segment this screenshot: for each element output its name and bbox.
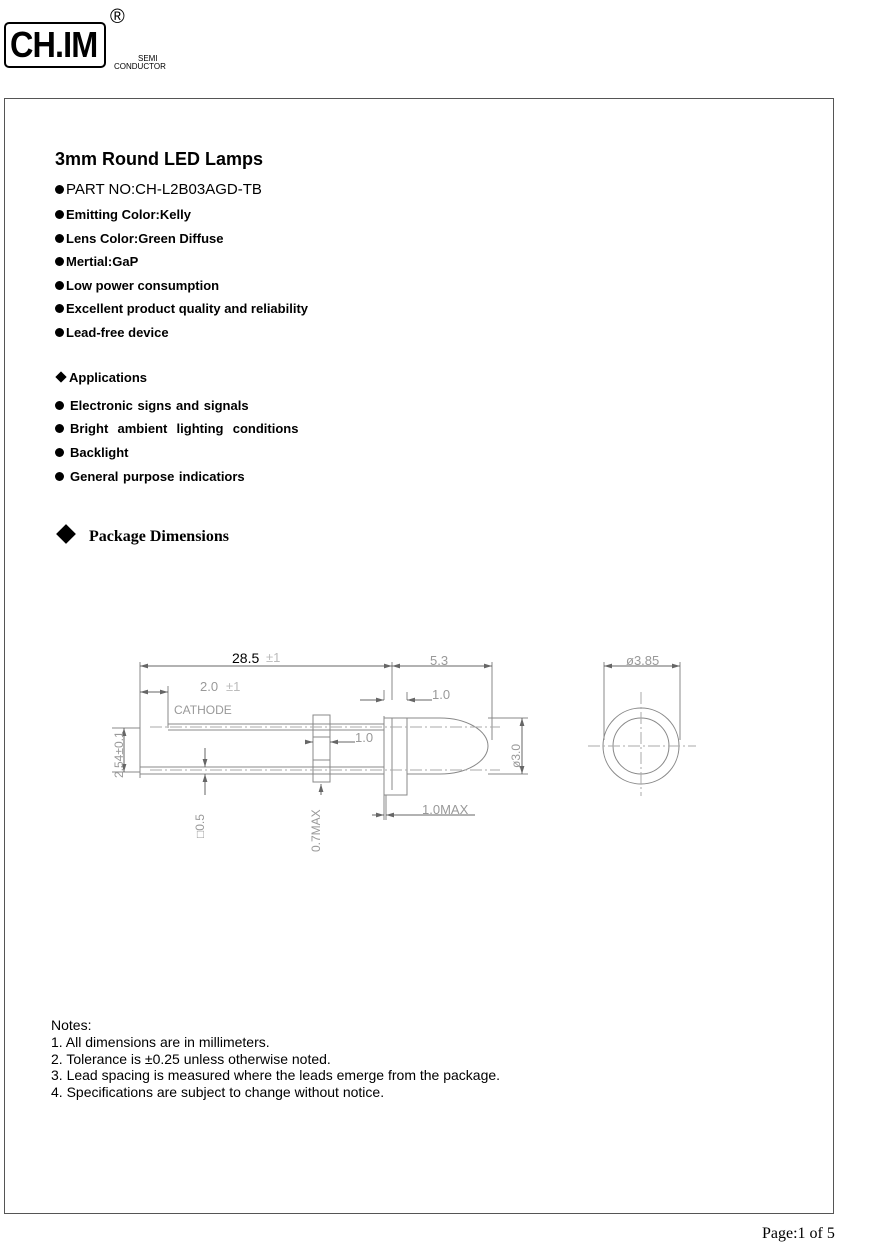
bullet-icon (55, 281, 64, 290)
feature-item (55, 278, 219, 294)
dim-lead-size: □0.5 (193, 814, 207, 838)
bullet-icon (55, 185, 64, 194)
feature-text: Emitting Color:Kelly (66, 207, 191, 222)
feature-item (55, 325, 169, 341)
dim-standoff: 1.0 (355, 730, 374, 745)
logo-semi: SEMI (138, 54, 158, 63)
application-item (55, 421, 298, 437)
application-text: Electronic signs and signals (70, 398, 249, 413)
notes-section (51, 1017, 500, 1101)
dim-lens-diameter: ø3.0 (509, 743, 523, 768)
feature-text: Lens Color:Green Diffuse (66, 231, 224, 246)
dim-flange-max: 1.0MAX (422, 802, 469, 817)
registered-mark: ® (110, 6, 125, 28)
bullet-icon (55, 424, 64, 433)
application-text: General purpose indicatiors (70, 469, 245, 484)
dim-standoff-max: 0.7MAX (309, 809, 323, 852)
note-item: 1. All dimensions are in millimeters. (51, 1033, 270, 1050)
application-text: Backlight (70, 445, 129, 460)
applications-heading (55, 370, 147, 386)
bullet-icon (55, 448, 64, 457)
diamond-icon (55, 371, 66, 382)
bullet-icon (55, 234, 64, 243)
logo-conductor: CONDUCTOR (114, 62, 166, 71)
bullet-icon (55, 210, 64, 219)
feature-item (55, 301, 308, 317)
page-title: 3mm Round LED Lamps (55, 149, 264, 169)
feature-text: Low power consumption (66, 278, 220, 293)
dim-flange: 1.0 (432, 687, 451, 702)
note-item: 2. Tolerance is ±0.25 unless otherwise noted. (51, 1050, 331, 1067)
package-drawing (100, 640, 720, 870)
package-dimensions-heading: Package Dimensions (89, 528, 229, 545)
feature-item (55, 254, 138, 270)
dim-lens-length: 5.3 (430, 653, 449, 668)
notes-heading: Notes: (51, 1017, 92, 1033)
page-number: Page:1 of 5 (762, 1225, 835, 1242)
feature-text: Lead-free device (66, 325, 169, 340)
applications-heading-text: Applications (69, 370, 148, 385)
feature-text: Excellent product quality and reliability (66, 301, 308, 316)
dim-total-length: 28.5 (232, 650, 260, 666)
dim-cathode-length: 2.0 (200, 679, 219, 694)
application-item (55, 445, 129, 461)
application-item (55, 398, 249, 414)
cathode-label: CATHODE (174, 703, 232, 717)
bullet-icon (55, 328, 64, 337)
dim-cathode-tolerance: ±1 (226, 679, 241, 694)
dim-top-diameter: ø3.85 (626, 653, 660, 668)
bullet-icon (55, 257, 64, 266)
application-item (55, 469, 245, 485)
bullet-icon (55, 401, 64, 410)
feature-item (55, 182, 262, 198)
note-item: 3. Lead spacing is measured where the leads emerge from the package. (51, 1067, 501, 1084)
note-item: 4. Specifications are subject to change without notice. (51, 1084, 385, 1101)
feature-item (55, 207, 191, 223)
bullet-icon (55, 472, 64, 481)
dim-total-tolerance: ±1 (266, 650, 281, 665)
part-number: PART NO:CH-L2B03AGD-TB (66, 181, 262, 198)
dim-lead-pitch: 2.54±0.1 (112, 731, 126, 778)
feature-text: Mertial:GaP (66, 254, 139, 269)
feature-item (55, 231, 223, 247)
bullet-icon (55, 304, 64, 313)
company-logo: CH.IM (10, 24, 98, 65)
application-text: Bright ambient lighting conditions (70, 421, 299, 436)
